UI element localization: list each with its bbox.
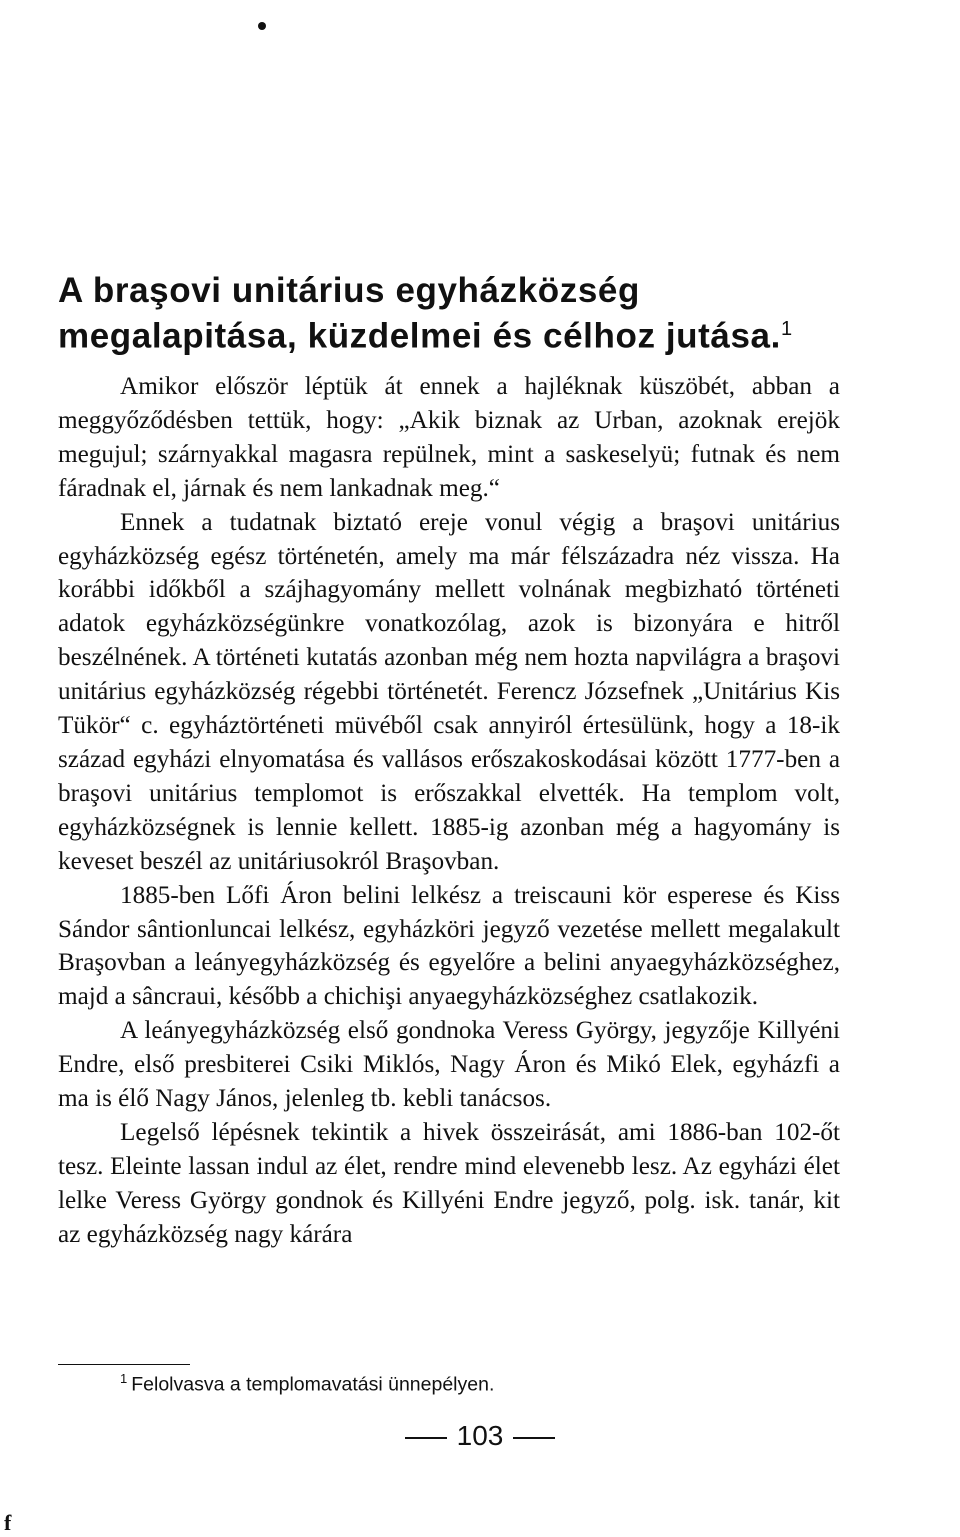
page-number-dash-left xyxy=(405,1437,447,1439)
footnote xyxy=(120,1364,494,1400)
paragraph-4: A leányegyházközség első gondnoka Veress György, jegyzője Killyéni Endre, első presbiterei Csiki Miklós, Nagy Áron és Mikó Elek, egyházfi a ma is élő Nagy János, jelenleg tb. kebli tanácsos. xyxy=(58,1017,840,1113)
chapter-title-text: A braşovi unitárius egyházközség megalapitása, küzdelmei és célhoz jutása. xyxy=(58,271,781,356)
printed-dot-mark xyxy=(258,22,266,30)
page-number xyxy=(0,1418,960,1454)
title-footnote-marker: 1 xyxy=(780,318,793,340)
paragraph-2: Ennek a tudatnak biztató ereje vonul végig a braşovi unitárius egyházközség egész történetén, amely ma már félszázadra néz vissza. Ha korábbi időkből a szájhagyomány mellett volnának megbizható történeti adatok egyházközségünkre vonatkozólag, azok is bizonyára e hitről beszélnének. A történeti kutatás azonban még nem hozta napvilágra a braşovi unitárius egyházközség régebbi történetét. Ferencz Józsefnek „Unitárius Kis Tükör“ c. egyháztörténeti müvéből csak annyiról értesülünk, hogy a 18-ik század egyházi elnyomatása és vallásos erőszakoskodásai között 1777-ben a braşovi unitárius templomot is erőszakkal elvették. Ha templom volt, egyházközségnek is lennie kellett. 1885-ig azonban még a hagyomány is keveset beszél az unitáriusokról Braşovban. xyxy=(58,508,840,875)
page-number-dash-right xyxy=(513,1437,555,1439)
paragraph-5: Legelső lépésnek tekintik a hivek összeirását, ami 1886-ban 102-őt tesz. Eleinte lassan indul az élet, rendre mind elevenebb lesz. Az egyházi élet lelke Veress György gondnok és Killyéni Endre jegyző, polg. isk. tanár, kit az egyházközség nagy kárára xyxy=(58,1118,840,1248)
page-number-value: 103 xyxy=(456,1420,504,1451)
body-text xyxy=(58,370,840,1252)
paragraph-3: 1885-ben Lőfi Áron belini lelkész a treiscauni kör esperese és Kiss Sándor sântionluncai lelkész, egyházköri jegyző vezetése mellett megalakult Braşovban a leányegyházközség és egyelőre a belini anyaegyházközséghez, majd a sâncraui, később a chichişi anyaegyházközséghez csatlakozik. xyxy=(58,881,840,1011)
stray-glyph: f xyxy=(4,1510,12,1535)
chapter-title xyxy=(58,272,858,356)
footnote-marker: 1 xyxy=(120,1371,128,1386)
paragraph-1: Amikor először léptük át ennek a hajléknak küszöbét, abban a meggyőződésben tettük, hogy: „Akik biznak az Urban, azoknak erejök megujul; szárnyakkal magasra repülnek, mint a saskeselyü; futnak és nem fáradnak el, járnak és nem lankadnak meg.“ xyxy=(58,373,840,502)
footnote-text: Felolvasva a templomavatási ünnepélyen. xyxy=(131,1373,495,1396)
